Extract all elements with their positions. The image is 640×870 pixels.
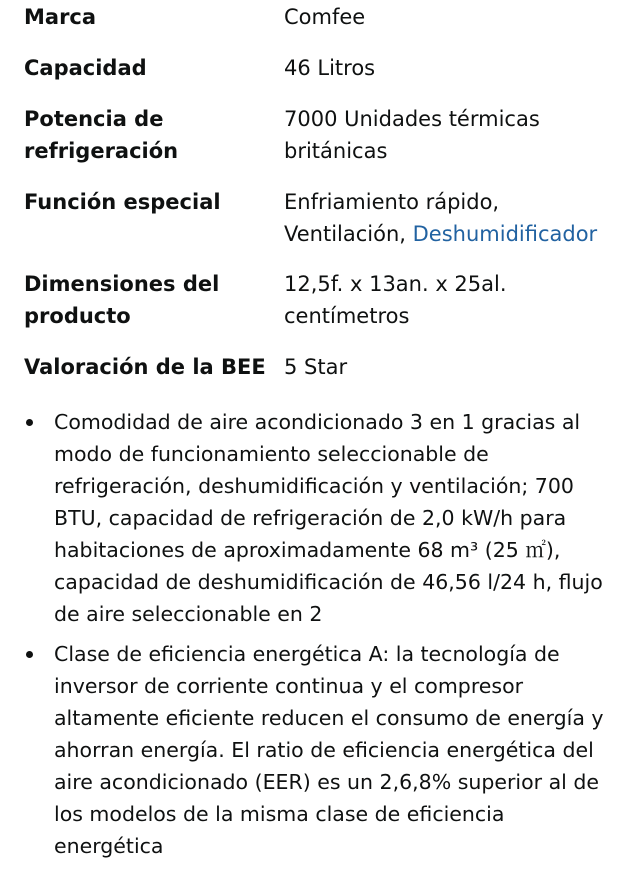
spec-label: Valoración de la BEE (24, 355, 266, 379)
bullet-text: Clase de eficiencia energética A: la tecnología de inversor de corriente continua y el compresor altamente eficiente reducen el consumo de energía y ahorran energía. El ratio de eficiencia energética del aire acondicionado (EER) es un 2,6,8% superior al de los modelos de la misma clase de eficiencia energética (54, 642, 604, 858)
spec-row-potencia (24, 103, 624, 167)
spec-row-valoracion-bee (24, 351, 624, 383)
spec-value: 12,5f. x 13an. x 25al. centímetros (284, 272, 507, 328)
spec-row-capacidad (24, 52, 624, 84)
spec-value (284, 186, 624, 250)
spec-row-dimensiones (24, 268, 624, 332)
product-specs-table (24, 0, 624, 383)
bullet-text: Comodidad de aire acondicionado 3 en 1 gracias al modo de funcionamiento seleccionable de refrigeración, deshumidificación y ventilación; 700 BTU, capacidad de refrigeración de 2,0 kW/h para habitaciones de aproximadamente 68 m³ (25 ㎡), capacidad de deshumidificación de 46,56 l/24 h, flujo de aire seleccionable en 2 (54, 410, 603, 626)
spec-value: 46 Litros (284, 56, 376, 80)
spec-label: Marca (24, 5, 97, 29)
spec-row-marca (24, 1, 624, 33)
spec-value: 5 Star (284, 355, 348, 379)
spec-value: 7000 Unidades térmicas británicas (284, 107, 540, 163)
spec-label: Dimensiones del producto (24, 272, 220, 328)
spec-value: Comfee (284, 5, 366, 29)
deshumidificador-link[interactable]: Deshumidificador (412, 222, 598, 246)
spec-label: Función especial (24, 190, 221, 214)
spec-row-funcion-especial (24, 186, 624, 250)
feature-bullets (24, 406, 620, 870)
list-item (24, 406, 620, 630)
spec-label: Capacidad (24, 56, 147, 80)
bullet-icon (26, 651, 33, 658)
spec-value-text: Enfriamiento rápido, Ventilación, (284, 190, 500, 246)
bullet-icon (26, 419, 33, 426)
spec-label: Potencia de refrigeración (24, 107, 179, 163)
list-item (24, 638, 620, 862)
